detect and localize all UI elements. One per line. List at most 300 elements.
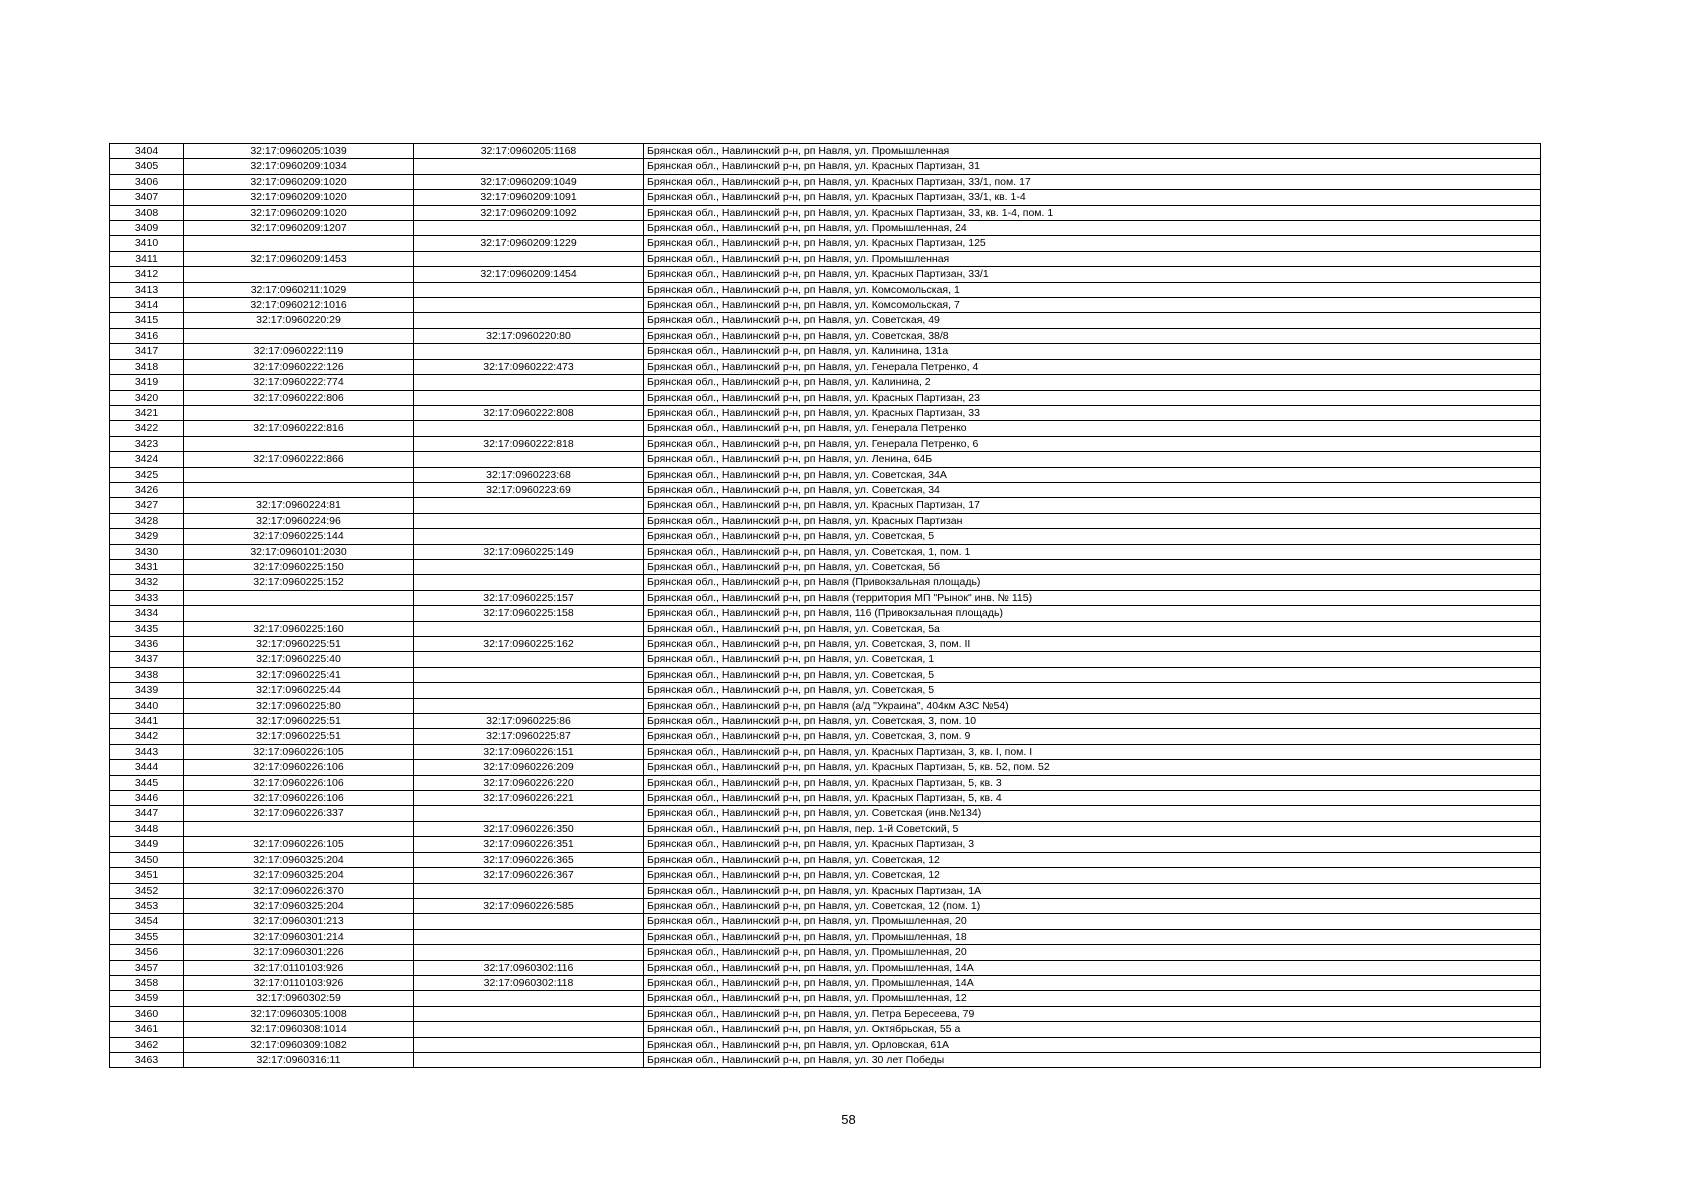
address-cell: Брянская обл., Навлинский р-н, рп Навля, ул. Красных Партизан, 33/1, пом. 17 — [644, 174, 1541, 189]
address-cell: Брянская обл., Навлинский р-н, рп Навля, ул. Советская, 34 — [644, 482, 1541, 497]
table-row — [110, 375, 1541, 390]
row-number-cell: 3422 — [110, 421, 184, 436]
row-number-cell: 3461 — [110, 1022, 184, 1037]
registry-table-body — [110, 144, 1541, 1068]
cadastral-number-cell: 32:17:0960209:1020 — [184, 174, 414, 189]
address-cell: Брянская обл., Навлинский р-н, рп Навля, ул. Советская, 12 — [644, 852, 1541, 867]
row-number-cell: 3437 — [110, 652, 184, 667]
address-cell: Брянская обл., Навлинский р-н, рп Навля, ул. Калинина, 2 — [644, 375, 1541, 390]
table-row — [110, 852, 1541, 867]
cadastral-number-cell: 32:17:0960226:105 — [184, 744, 414, 759]
table-row — [110, 806, 1541, 821]
row-number-cell: 3417 — [110, 344, 184, 359]
cadastral-number-cell: 32:17:0960225:40 — [184, 652, 414, 667]
related-cadastral-number-cell — [414, 452, 644, 467]
address-cell: Брянская обл., Навлинский р-н, рп Навля, ул. Красных Партизан, 5, кв. 52, пом. 52 — [644, 760, 1541, 775]
row-number-cell: 3419 — [110, 375, 184, 390]
address-cell: Брянская обл., Навлинский р-н, рп Навля, ул. Промышленная — [644, 144, 1541, 159]
table-row — [110, 898, 1541, 913]
related-cadastral-number-cell — [414, 945, 644, 960]
table-row — [110, 452, 1541, 467]
table-row — [110, 513, 1541, 528]
address-cell: Брянская обл., Навлинский р-н, рп Навля, ул. Генерала Петренко — [644, 421, 1541, 436]
related-cadastral-number-cell: 32:17:0960209:1454 — [414, 267, 644, 282]
table-row — [110, 960, 1541, 975]
row-number-cell: 3450 — [110, 852, 184, 867]
row-number-cell: 3442 — [110, 729, 184, 744]
cadastral-number-cell: 32:17:0960225:51 — [184, 714, 414, 729]
address-cell: Брянская обл., Навлинский р-н, рп Навля, ул. Красных Партизан, 33/1, кв. 1-4 — [644, 190, 1541, 205]
row-number-cell: 3451 — [110, 868, 184, 883]
related-cadastral-number-cell: 32:17:0960209:1229 — [414, 236, 644, 251]
address-cell: Брянская обл., Навлинский р-н, рп Навля, ул. Петра Бересеева, 79 — [644, 1006, 1541, 1021]
cadastral-number-cell: 32:17:0960224:96 — [184, 513, 414, 528]
related-cadastral-number-cell: 32:17:0960225:86 — [414, 714, 644, 729]
address-cell: Брянская обл., Навлинский р-н, рп Навля, пер. 1-й Советский, 5 — [644, 821, 1541, 836]
address-cell: Брянская обл., Навлинский р-н, рп Навля, ул. Советская, 38/8 — [644, 328, 1541, 343]
related-cadastral-number-cell: 32:17:0960223:68 — [414, 467, 644, 482]
cadastral-number-cell: 32:17:0960209:1020 — [184, 190, 414, 205]
address-cell: Брянская обл., Навлинский р-н, рп Навля, ул. Советская, 1, пом. 1 — [644, 544, 1541, 559]
row-number-cell: 3452 — [110, 883, 184, 898]
row-number-cell: 3445 — [110, 775, 184, 790]
table-row — [110, 1037, 1541, 1052]
related-cadastral-number-cell: 32:17:0960209:1092 — [414, 205, 644, 220]
table-row — [110, 575, 1541, 590]
cadastral-number-cell: 32:17:0960226:105 — [184, 837, 414, 852]
address-cell: Брянская обл., Навлинский р-н, рп Навля, ул. Промышленная, 14А — [644, 960, 1541, 975]
table-row — [110, 282, 1541, 297]
address-cell: Брянская обл., Навлинский р-н, рп Навля, ул. Генерала Петренко, 6 — [644, 436, 1541, 451]
row-number-cell: 3432 — [110, 575, 184, 590]
cadastral-number-cell: 32:17:0960225:150 — [184, 559, 414, 574]
address-cell: Брянская обл., Навлинский р-н, рп Навля, ул. Красных Партизан, 33 — [644, 405, 1541, 420]
related-cadastral-number-cell — [414, 1052, 644, 1067]
table-row — [110, 467, 1541, 482]
cadastral-number-cell: 32:17:0960325:204 — [184, 852, 414, 867]
table-row — [110, 544, 1541, 559]
related-cadastral-number-cell — [414, 698, 644, 713]
table-row — [110, 190, 1541, 205]
table-row — [110, 221, 1541, 236]
related-cadastral-number-cell — [414, 667, 644, 682]
address-cell: Брянская обл., Навлинский р-н, рп Навля, ул. Советская, 3, пом. 9 — [644, 729, 1541, 744]
row-number-cell: 3424 — [110, 452, 184, 467]
row-number-cell: 3463 — [110, 1052, 184, 1067]
related-cadastral-number-cell: 32:17:0960223:69 — [414, 482, 644, 497]
related-cadastral-number-cell: 32:17:0960209:1049 — [414, 174, 644, 189]
related-cadastral-number-cell: 32:17:0960226:220 — [414, 775, 644, 790]
cadastral-number-cell: 32:17:0960222:774 — [184, 375, 414, 390]
related-cadastral-number-cell — [414, 1037, 644, 1052]
cadastral-number-cell: 32:17:0960224:81 — [184, 498, 414, 513]
address-cell: Брянская обл., Навлинский р-н, рп Навля, ул. Советская, 34А — [644, 467, 1541, 482]
table-row — [110, 1022, 1541, 1037]
table-row — [110, 606, 1541, 621]
related-cadastral-number-cell — [414, 375, 644, 390]
row-number-cell: 3433 — [110, 590, 184, 605]
row-number-cell: 3407 — [110, 190, 184, 205]
row-number-cell: 3443 — [110, 744, 184, 759]
related-cadastral-number-cell: 32:17:0960225:149 — [414, 544, 644, 559]
address-cell: Брянская обл., Навлинский р-н, рп Навля (территория МП "Рынок" инв. № 115) — [644, 590, 1541, 605]
related-cadastral-number-cell: 32:17:0960222:473 — [414, 359, 644, 374]
address-cell: Брянская обл., Навлинский р-н, рп Навля (Привокзальная площадь) — [644, 575, 1541, 590]
related-cadastral-number-cell: 32:17:0960226:350 — [414, 821, 644, 836]
table-row — [110, 159, 1541, 174]
address-cell: Брянская обл., Навлинский р-н, рп Навля, ул. Советская, 12 — [644, 868, 1541, 883]
table-row — [110, 205, 1541, 220]
table-row — [110, 498, 1541, 513]
table-row — [110, 652, 1541, 667]
cadastral-number-cell: 32:17:0960225:41 — [184, 667, 414, 682]
table-row — [110, 929, 1541, 944]
table-row — [110, 698, 1541, 713]
cadastral-number-cell: 32:17:0960226:106 — [184, 775, 414, 790]
address-cell: Брянская обл., Навлинский р-н, рп Навля, ул. Промышленная, 14А — [644, 975, 1541, 990]
related-cadastral-number-cell: 32:17:0960302:116 — [414, 960, 644, 975]
table-row — [110, 359, 1541, 374]
cadastral-number-cell: 32:17:0960308:1014 — [184, 1022, 414, 1037]
row-number-cell: 3411 — [110, 251, 184, 266]
address-cell: Брянская обл., Навлинский р-н, рп Навля, ул. Красных Партизан, 3, кв. I, пом. I — [644, 744, 1541, 759]
address-cell: Брянская обл., Навлинский р-н, рп Навля, ул. Промышленная, 12 — [644, 991, 1541, 1006]
row-number-cell: 3457 — [110, 960, 184, 975]
row-number-cell: 3434 — [110, 606, 184, 621]
address-cell: Брянская обл., Навлинский р-н, рп Навля, ул. Октябрьская, 55 а — [644, 1022, 1541, 1037]
row-number-cell: 3429 — [110, 529, 184, 544]
cadastral-number-cell — [184, 482, 414, 497]
row-number-cell: 3435 — [110, 621, 184, 636]
cadastral-number-cell: 32:17:0960205:1039 — [184, 144, 414, 159]
cadastral-number-cell: 32:17:0960305:1008 — [184, 1006, 414, 1021]
related-cadastral-number-cell — [414, 513, 644, 528]
table-row — [110, 1006, 1541, 1021]
row-number-cell: 3405 — [110, 159, 184, 174]
address-cell: Брянская обл., Навлинский р-н, рп Навля, ул. Промышленная — [644, 251, 1541, 266]
related-cadastral-number-cell — [414, 914, 644, 929]
cadastral-number-cell: 32:17:0960325:204 — [184, 898, 414, 913]
address-cell: Брянская обл., Навлинский р-н, рп Навля, ул. Советская, 5 — [644, 683, 1541, 698]
related-cadastral-number-cell: 32:17:0960209:1091 — [414, 190, 644, 205]
related-cadastral-number-cell — [414, 282, 644, 297]
cadastral-number-cell: 32:17:0960301:213 — [184, 914, 414, 929]
table-row — [110, 837, 1541, 852]
related-cadastral-number-cell: 32:17:0960302:118 — [414, 975, 644, 990]
address-cell: Брянская обл., Навлинский р-н, рп Навля, ул. Советская, 3, пом. II — [644, 637, 1541, 652]
related-cadastral-number-cell — [414, 421, 644, 436]
address-cell: Брянская обл., Навлинский р-н, рп Навля, ул. Красных Партизан — [644, 513, 1541, 528]
row-number-cell: 3414 — [110, 298, 184, 313]
row-number-cell: 3446 — [110, 791, 184, 806]
related-cadastral-number-cell — [414, 313, 644, 328]
related-cadastral-number-cell — [414, 298, 644, 313]
related-cadastral-number-cell — [414, 883, 644, 898]
related-cadastral-number-cell — [414, 529, 644, 544]
cadastral-number-cell: 32:17:0960222:806 — [184, 390, 414, 405]
related-cadastral-number-cell — [414, 498, 644, 513]
row-number-cell: 3440 — [110, 698, 184, 713]
related-cadastral-number-cell — [414, 621, 644, 636]
table-row — [110, 729, 1541, 744]
related-cadastral-number-cell — [414, 991, 644, 1006]
address-cell: Брянская обл., Навлинский р-н, рп Навля, ул. Красных Партизан, 1А — [644, 883, 1541, 898]
related-cadastral-number-cell: 32:17:0960222:808 — [414, 405, 644, 420]
related-cadastral-number-cell — [414, 806, 644, 821]
related-cadastral-number-cell: 32:17:0960225:158 — [414, 606, 644, 621]
address-cell: Брянская обл., Навлинский р-н, рп Навля, ул. Советская (инв.№134) — [644, 806, 1541, 821]
table-row — [110, 744, 1541, 759]
address-cell: Брянская обл., Навлинский р-н, рп Навля, ул. Промышленная, 20 — [644, 945, 1541, 960]
cadastral-number-cell: 32:17:0960225:51 — [184, 637, 414, 652]
address-cell: Брянская обл., Навлинский р-н, рп Навля, ул. Красных Партизан, 33/1 — [644, 267, 1541, 282]
table-row — [110, 482, 1541, 497]
cadastral-number-cell: 32:17:0960302:59 — [184, 991, 414, 1006]
row-number-cell: 3406 — [110, 174, 184, 189]
address-cell: Брянская обл., Навлинский р-н, рп Навля, ул. Советская, 1 — [644, 652, 1541, 667]
table-row — [110, 868, 1541, 883]
cadastral-number-cell: 32:17:0960225:152 — [184, 575, 414, 590]
row-number-cell: 3444 — [110, 760, 184, 775]
row-number-cell: 3420 — [110, 390, 184, 405]
cadastral-number-cell: 32:17:0960211:1029 — [184, 282, 414, 297]
related-cadastral-number-cell: 32:17:0960225:162 — [414, 637, 644, 652]
address-cell: Брянская обл., Навлинский р-н, рп Навля, ул. Красных Партизан, 23 — [644, 390, 1541, 405]
cadastral-number-cell — [184, 328, 414, 343]
table-row — [110, 667, 1541, 682]
row-number-cell: 3447 — [110, 806, 184, 821]
address-cell: Брянская обл., Навлинский р-н, рп Навля, ул. Советская, 5б — [644, 559, 1541, 574]
cadastral-number-cell: 32:17:0960222:119 — [184, 344, 414, 359]
address-cell: Брянская обл., Навлинский р-н, рп Навля, ул. Красных Партизан, 5, кв. 4 — [644, 791, 1541, 806]
cadastral-number-cell: 32:17:0960209:1207 — [184, 221, 414, 236]
row-number-cell: 3416 — [110, 328, 184, 343]
table-row — [110, 775, 1541, 790]
related-cadastral-number-cell — [414, 159, 644, 174]
row-number-cell: 3460 — [110, 1006, 184, 1021]
table-row — [110, 344, 1541, 359]
address-cell: Брянская обл., Навлинский р-н, рп Навля, ул. Советская, 3, пом. 10 — [644, 714, 1541, 729]
table-row — [110, 637, 1541, 652]
table-row — [110, 236, 1541, 251]
table-row — [110, 298, 1541, 313]
cadastral-number-cell: 32:17:0960209:1020 — [184, 205, 414, 220]
row-number-cell: 3438 — [110, 667, 184, 682]
row-number-cell: 3413 — [110, 282, 184, 297]
row-number-cell: 3418 — [110, 359, 184, 374]
cadastral-number-cell: 32:17:0960209:1034 — [184, 159, 414, 174]
cadastral-registry-table — [109, 143, 1541, 1068]
cadastral-number-cell: 32:17:0960225:44 — [184, 683, 414, 698]
table-row — [110, 821, 1541, 836]
table-row — [110, 883, 1541, 898]
cadastral-number-cell: 32:17:0960301:214 — [184, 929, 414, 944]
table-row — [110, 529, 1541, 544]
cadastral-number-cell: 32:17:0960222:816 — [184, 421, 414, 436]
address-cell: Брянская обл., Навлинский р-н, рп Навля, ул. Комсомольская, 7 — [644, 298, 1541, 313]
cadastral-number-cell: 32:17:0960220:29 — [184, 313, 414, 328]
row-number-cell: 3430 — [110, 544, 184, 559]
related-cadastral-number-cell: 32:17:0960220:80 — [414, 328, 644, 343]
table-row — [110, 791, 1541, 806]
address-cell: Брянская обл., Навлинский р-н, рп Навля, ул. Красных Партизан, 125 — [644, 236, 1541, 251]
table-row — [110, 714, 1541, 729]
address-cell: Брянская обл., Навлинский р-н, рп Навля, 116 (Привокзальная площадь) — [644, 606, 1541, 621]
row-number-cell: 3412 — [110, 267, 184, 282]
row-number-cell: 3449 — [110, 837, 184, 852]
cadastral-number-cell: 32:17:0960101:2030 — [184, 544, 414, 559]
table-row — [110, 991, 1541, 1006]
row-number-cell: 3421 — [110, 405, 184, 420]
address-cell: Брянская обл., Навлинский р-н, рп Навля, ул. Советская, 5 — [644, 667, 1541, 682]
cadastral-number-cell: 32:17:0960222:866 — [184, 452, 414, 467]
table-row — [110, 421, 1541, 436]
table-row — [110, 328, 1541, 343]
table-row — [110, 390, 1541, 405]
related-cadastral-number-cell: 32:17:0960226:365 — [414, 852, 644, 867]
row-number-cell: 3454 — [110, 914, 184, 929]
related-cadastral-number-cell — [414, 344, 644, 359]
cadastral-number-cell: 32:17:0960309:1082 — [184, 1037, 414, 1052]
row-number-cell: 3410 — [110, 236, 184, 251]
related-cadastral-number-cell — [414, 221, 644, 236]
cadastral-number-cell — [184, 236, 414, 251]
cadastral-number-cell — [184, 436, 414, 451]
related-cadastral-number-cell: 32:17:0960226:367 — [414, 868, 644, 883]
cadastral-number-cell: 32:17:0960226:106 — [184, 760, 414, 775]
related-cadastral-number-cell: 32:17:0960226:221 — [414, 791, 644, 806]
cadastral-number-cell: 32:17:0960222:126 — [184, 359, 414, 374]
related-cadastral-number-cell: 32:17:0960205:1168 — [414, 144, 644, 159]
row-number-cell: 3427 — [110, 498, 184, 513]
cadastral-number-cell: 32:17:0960325:204 — [184, 868, 414, 883]
address-cell: Брянская обл., Навлинский р-н, рп Навля, ул. Орловская, 61А — [644, 1037, 1541, 1052]
address-cell: Брянская обл., Навлинский р-н, рп Навля, ул. Советская, 5 — [644, 529, 1541, 544]
address-cell: Брянская обл., Навлинский р-н, рп Навля, ул. Красных Партизан, 33, кв. 1-4, пом. 1 — [644, 205, 1541, 220]
address-cell: Брянская обл., Навлинский р-н, рп Навля, ул. Генерала Петренко, 4 — [644, 359, 1541, 374]
related-cadastral-number-cell: 32:17:0960225:157 — [414, 590, 644, 605]
related-cadastral-number-cell: 32:17:0960225:87 — [414, 729, 644, 744]
related-cadastral-number-cell: 32:17:0960226:151 — [414, 744, 644, 759]
address-cell: Брянская обл., Навлинский р-н, рп Навля, ул. Советская, 49 — [644, 313, 1541, 328]
row-number-cell: 3404 — [110, 144, 184, 159]
row-number-cell: 3448 — [110, 821, 184, 836]
cadastral-number-cell — [184, 405, 414, 420]
cadastral-number-cell — [184, 590, 414, 605]
cadastral-number-cell: 32:17:0960212:1016 — [184, 298, 414, 313]
address-cell: Брянская обл., Навлинский р-н, рп Навля (а/д "Украина", 404км АЗС №54) — [644, 698, 1541, 713]
cadastral-number-cell: 32:17:0960226:337 — [184, 806, 414, 821]
table-row — [110, 436, 1541, 451]
page-number: 58 — [841, 1112, 856, 1127]
table-row — [110, 144, 1541, 159]
table-row — [110, 590, 1541, 605]
row-number-cell: 3453 — [110, 898, 184, 913]
address-cell: Брянская обл., Навлинский р-н, рп Навля, ул. Промышленная, 24 — [644, 221, 1541, 236]
related-cadastral-number-cell — [414, 559, 644, 574]
address-cell: Брянская обл., Навлинский р-н, рп Навля, ул. Ленина, 64Б — [644, 452, 1541, 467]
row-number-cell: 3436 — [110, 637, 184, 652]
table-row — [110, 1052, 1541, 1067]
cadastral-number-cell: 32:17:0960226:106 — [184, 791, 414, 806]
cadastral-number-cell: 32:17:0960225:51 — [184, 729, 414, 744]
address-cell: Брянская обл., Навлинский р-н, рп Навля, ул. Красных Партизан, 17 — [644, 498, 1541, 513]
row-number-cell: 3428 — [110, 513, 184, 528]
table-row — [110, 313, 1541, 328]
table-row — [110, 683, 1541, 698]
table-row — [110, 760, 1541, 775]
related-cadastral-number-cell — [414, 929, 644, 944]
related-cadastral-number-cell — [414, 251, 644, 266]
cadastral-number-cell: 32:17:0960316:11 — [184, 1052, 414, 1067]
table-row — [110, 945, 1541, 960]
address-cell: Брянская обл., Навлинский р-н, рп Навля, ул. Красных Партизан, 3 — [644, 837, 1541, 852]
row-number-cell: 3409 — [110, 221, 184, 236]
cadastral-number-cell: 32:17:0110103:926 — [184, 960, 414, 975]
row-number-cell: 3458 — [110, 975, 184, 990]
table-row — [110, 559, 1541, 574]
row-number-cell: 3456 — [110, 945, 184, 960]
cadastral-number-cell — [184, 267, 414, 282]
cadastral-number-cell: 32:17:0110103:926 — [184, 975, 414, 990]
cadastral-number-cell: 32:17:0960225:144 — [184, 529, 414, 544]
table-row — [110, 174, 1541, 189]
related-cadastral-number-cell: 32:17:0960226:585 — [414, 898, 644, 913]
related-cadastral-number-cell: 32:17:0960226:351 — [414, 837, 644, 852]
cadastral-number-cell — [184, 606, 414, 621]
row-number-cell: 3441 — [110, 714, 184, 729]
address-cell: Брянская обл., Навлинский р-н, рп Навля, ул. Комсомольская, 1 — [644, 282, 1541, 297]
row-number-cell: 3425 — [110, 467, 184, 482]
related-cadastral-number-cell — [414, 575, 644, 590]
address-cell: Брянская обл., Навлинский р-н, рп Навля, ул. Советская, 5а — [644, 621, 1541, 636]
cadastral-number-cell: 32:17:0960301:226 — [184, 945, 414, 960]
related-cadastral-number-cell — [414, 683, 644, 698]
table-row — [110, 405, 1541, 420]
table-row — [110, 914, 1541, 929]
table-row — [110, 251, 1541, 266]
related-cadastral-number-cell — [414, 652, 644, 667]
address-cell: Брянская обл., Навлинский р-н, рп Навля, ул. 30 лет Победы — [644, 1052, 1541, 1067]
row-number-cell: 3459 — [110, 991, 184, 1006]
cadastral-number-cell: 32:17:0960225:160 — [184, 621, 414, 636]
cadastral-number-cell: 32:17:0960226:370 — [184, 883, 414, 898]
related-cadastral-number-cell — [414, 1022, 644, 1037]
address-cell: Брянская обл., Навлинский р-н, рп Навля, ул. Советская, 12 (пом. 1) — [644, 898, 1541, 913]
address-cell: Брянская обл., Навлинский р-н, рп Навля, ул. Промышленная, 20 — [644, 914, 1541, 929]
table-row — [110, 621, 1541, 636]
cadastral-number-cell: 32:17:0960209:1453 — [184, 251, 414, 266]
row-number-cell: 3462 — [110, 1037, 184, 1052]
address-cell: Брянская обл., Навлинский р-н, рп Навля, ул. Красных Партизан, 31 — [644, 159, 1541, 174]
row-number-cell: 3423 — [110, 436, 184, 451]
row-number-cell: 3455 — [110, 929, 184, 944]
row-number-cell: 3415 — [110, 313, 184, 328]
cadastral-number-cell — [184, 821, 414, 836]
row-number-cell: 3408 — [110, 205, 184, 220]
address-cell: Брянская обл., Навлинский р-н, рп Навля, ул. Красных Партизан, 5, кв. 3 — [644, 775, 1541, 790]
row-number-cell: 3426 — [110, 482, 184, 497]
table-row — [110, 267, 1541, 282]
cadastral-number-cell: 32:17:0960225:80 — [184, 698, 414, 713]
related-cadastral-number-cell — [414, 390, 644, 405]
row-number-cell: 3431 — [110, 559, 184, 574]
address-cell: Брянская обл., Навлинский р-н, рп Навля, ул. Калинина, 131а — [644, 344, 1541, 359]
related-cadastral-number-cell — [414, 1006, 644, 1021]
related-cadastral-number-cell: 32:17:0960226:209 — [414, 760, 644, 775]
row-number-cell: 3439 — [110, 683, 184, 698]
table-row — [110, 975, 1541, 990]
